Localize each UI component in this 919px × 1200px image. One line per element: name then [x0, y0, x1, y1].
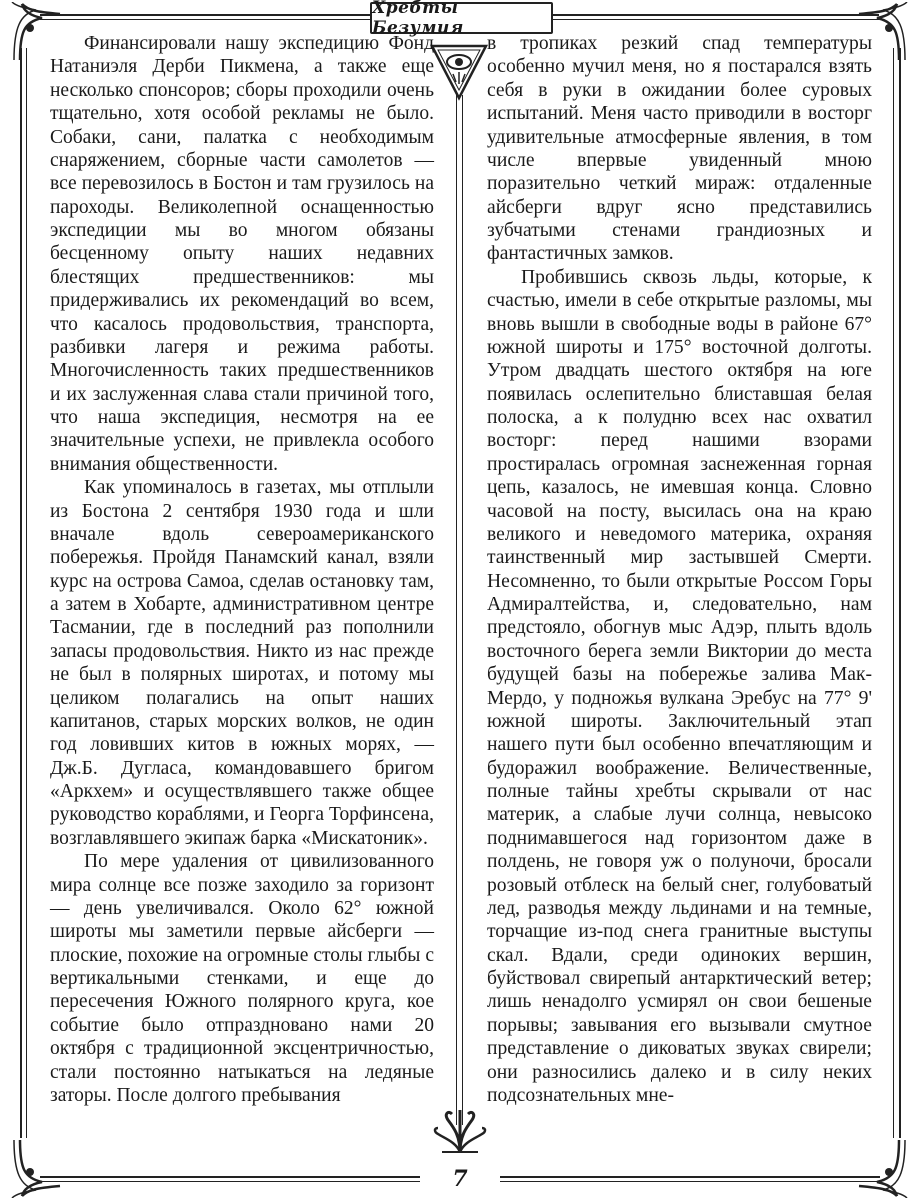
footer-rule-left — [40, 1176, 420, 1178]
header-rule-left-thin — [40, 19, 370, 20]
text-column-left — [50, 32, 434, 1107]
page-number: 7 — [420, 1162, 500, 1196]
ornament-corner-icon — [857, 1138, 917, 1198]
tentacle-ornament-icon — [432, 1106, 488, 1154]
paragraph: По мере удаления от цивилизованного мира солнце все позже заходило за горизонт — день увеличивался. Около 62° южной широты мы заметили первые айсберги — плоские, похожие на огромные столы глыбы с вертикальными стенками, и еще до пересечения Южного полярного круга, кое событие было отпраздновано нами 20 октября с традиционной эксцентричностью, стали постоянно натыкаться на ледяные заторы. После долгого пребывания — [50, 851, 434, 1106]
ornament-corner-icon — [2, 1138, 62, 1198]
column-divider-right — [462, 95, 463, 1125]
eye-triangle-emblem-icon — [428, 40, 490, 102]
footer-rule-left-thin — [40, 1181, 420, 1182]
paragraph: Финансировали нашу экспедицию Фонд Натаниэля Дерби Пикмена, а также еще несколько спонсоров; сборы проходили очень тщательно, хотя особой рекламы не было. Собаки, сани, палатка с необходимым снаряжением, сборные части самолетов — все перевозилось в Бостон и там грузилось на пароходы. Великолепной оснащенностью экспедиции мы во многом обязаны бесценному опыту наших недавних блестящих предшественников: мы придерживались их рекомендаций во всем, что касалось продовольствия, транспорта, разбивки лагеря и режима работы. Многочисленность таких предшественников и их заслуженная слава стали причиной того, что наша экспедиция, несмотря на ее значительные успехи, не привлекла особого внимания общественности. — [50, 33, 434, 475]
running-title: Хребты Безумия — [370, 2, 553, 34]
paragraph: Пробившись сквозь льды, которые, к счастью, имели в себе открытые разломы, мы вновь вышли в свободные воды в районе 67° южной широты и 175° восточной долготы. Утром двадцать шестого октября на юге появилась ослепительно блиставшая белая полоска, а к полудню всех нас охватил восторг: перед нашими взорами простиралась огромная заснеженная горная цепь, казалось, не имевшая конца. Словно часовой на посту, высилась она на краю великого и неведомого материка, охраняя таинственный мир застывшей Смерти. Несомненно, то были открытые Россом Горы Адмиралтейства, и, следовательно, нам предстояло, обогнув мыс Адэр, плыть вдоль восточного берега земли Виктории до места будущей базы на побережье залива Мак-Мердо, у подножья вулкана Эребус на 77° 9' южной широты. Заключительный этап нашего пути был особенно впечатляющим и будоражил воображение. Величественные, полные тайны хребты скрывали от нас материк, а слабые лучи солнца, невысоко поднимавшегося над горизонтом даже в полдень, не говоря уж о полуночи, бросали розовый отблеск на белый снег, голубоватый лед, разводья между льдинами и на темные, торчащие из-под снега гранитные выступы скал. Вдали, среди одиноких вершин, буйствовал свирепый антарктический ветер; лишь ненадолго усмирял он свои бешеные порывы; завывания его вызывали смутное представление о диковатых звуках свирели; они разносились далеко и в силу неких подсознательных мне- — [487, 266, 872, 1106]
frame-right-inner — [893, 48, 894, 1138]
paragraph: Как упоминалось в газетах, мы отплыли из Бостона 2 сентября 1930 года и шли вначале вдоль североамериканского побережья. Пройдя Панамский канал, взяли курс на острова Самоа, сделав остановку там, а затем в Хобарте, административном центре Тасмании, где в последний раз пополнили запасы продовольствия. Никто из нас прежде не был в полярных широтах, и потому мы целиком полагались на опыт наших капитанов, старых морских волков, не один год ловивших китов в южных морях, — Дж.Б. Дугласа, командовавшего бригом «Аркхем» и осуществлявшего также общее руководство кораблями, и Георга Торфинсена, возглавлявшего экипаж барка «Мискатоник». — [50, 477, 434, 849]
header-rule-right — [549, 14, 879, 16]
frame-right-outer — [899, 48, 901, 1138]
paragraph-continued: в тропиках резкий спад температуры особенно мучил меня, но я постарался взять себя в руки в ожидании более суровых испытаний. Меня часто приводили в восторг удивительные атмосферные явления, в том числе впервые увиденный мною поразительно четкий мираж: отдаленные айсберги вдруг ясно представились зубчатыми стенами грандиозных и фантастичных замков. — [487, 33, 872, 265]
footer-rule-right — [500, 1176, 880, 1178]
column-divider-left — [456, 95, 457, 1125]
footer-rule-right-thin — [500, 1181, 880, 1182]
frame-left-inner — [26, 48, 27, 1138]
text-column-right — [487, 32, 872, 1107]
header-rule-left — [40, 14, 370, 16]
header-rule-right-thin — [549, 19, 879, 20]
frame-left-outer — [20, 48, 22, 1138]
